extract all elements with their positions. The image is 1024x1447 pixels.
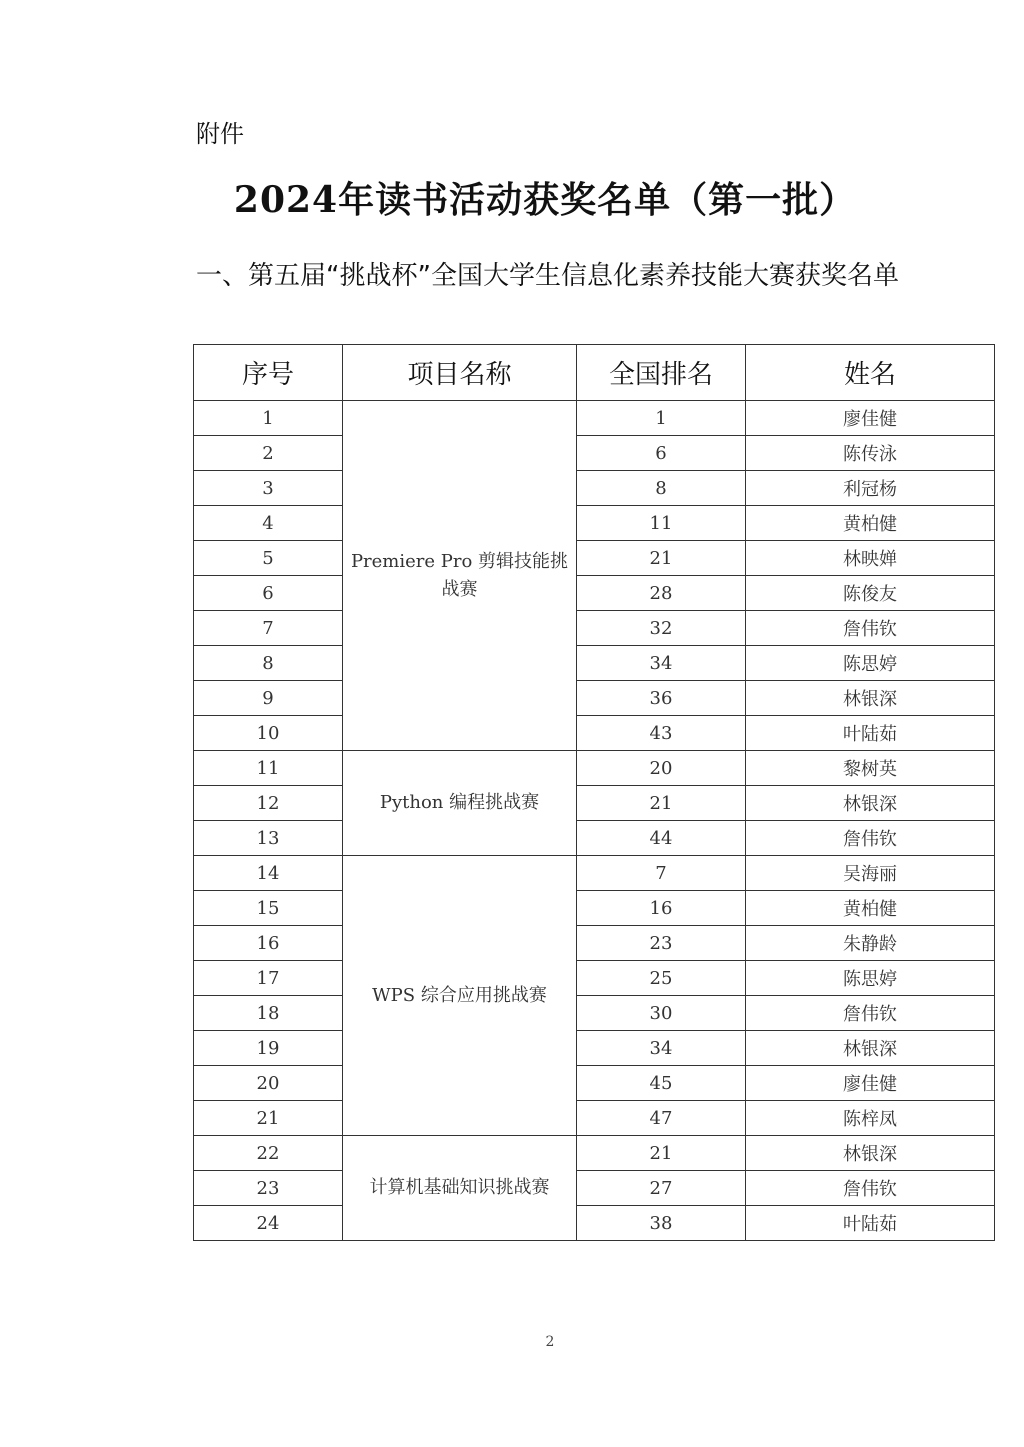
header-project: 项目名称: [343, 345, 577, 401]
cell-name: 黄柏健: [746, 891, 995, 926]
table-row: [194, 681, 995, 716]
cell-no: 20: [194, 1066, 343, 1101]
cell-name: 詹伟钦: [746, 996, 995, 1031]
cell-name: 林映婵: [746, 541, 995, 576]
cell-rank: 23: [577, 926, 746, 961]
cell-rank: 43: [577, 716, 746, 751]
cell-no: 21: [194, 1101, 343, 1136]
cell-no: 23: [194, 1171, 343, 1206]
cell-name: 廖佳健: [746, 401, 995, 436]
cell-no: 18: [194, 996, 343, 1031]
cell-name: 陈传泳: [746, 436, 995, 471]
cell-project: 计算机基础知识挑战赛: [343, 1136, 577, 1241]
cell-no: 6: [194, 576, 343, 611]
table-row: [194, 436, 995, 471]
cell-name: 黎树英: [746, 751, 995, 786]
cell-rank: 27: [577, 1171, 746, 1206]
cell-no: 15: [194, 891, 343, 926]
table-row: [194, 1206, 995, 1241]
table-row: [194, 856, 995, 891]
cell-no: 9: [194, 681, 343, 716]
section-heading: 一、第五届“挑战杯”全国大学生信息化素养技能大赛获奖名单: [196, 261, 899, 291]
cell-rank: 25: [577, 961, 746, 996]
cell-rank: 30: [577, 996, 746, 1031]
cell-no: 22: [194, 1136, 343, 1171]
cell-name: 林银深: [746, 681, 995, 716]
cell-rank: 20: [577, 751, 746, 786]
cell-no: 7: [194, 611, 343, 646]
table-row: [194, 1136, 995, 1171]
table-row: [194, 786, 995, 821]
cell-no: 2: [194, 436, 343, 471]
cell-rank: 32: [577, 611, 746, 646]
cell-rank: 36: [577, 681, 746, 716]
cell-name: 朱静龄: [746, 926, 995, 961]
cell-name: 吴海丽: [746, 856, 995, 891]
cell-rank: 44: [577, 821, 746, 856]
cell-name: 詹伟钦: [746, 821, 995, 856]
header-rank: 全国排名: [577, 345, 746, 401]
cell-project: Premiere Pro 剪辑技能挑战赛: [343, 401, 577, 751]
table-row: [194, 576, 995, 611]
cell-rank: 28: [577, 576, 746, 611]
cell-no: 8: [194, 646, 343, 681]
document-title: 2024年读书活动获奖名单（第一批）: [233, 179, 857, 221]
table-header-row: [194, 345, 995, 401]
cell-no: 24: [194, 1206, 343, 1241]
cell-rank: 1: [577, 401, 746, 436]
cell-no: 1: [194, 401, 343, 436]
table-row: [194, 401, 995, 436]
cell-rank: 45: [577, 1066, 746, 1101]
attachment-label: 附件: [196, 120, 244, 148]
header-name: 姓名: [746, 345, 995, 401]
cell-no: 19: [194, 1031, 343, 1066]
cell-name: 廖佳健: [746, 1066, 995, 1101]
cell-rank: 21: [577, 786, 746, 821]
cell-rank: 38: [577, 1206, 746, 1241]
cell-no: 12: [194, 786, 343, 821]
cell-no: 14: [194, 856, 343, 891]
page-number: 2: [545, 1334, 555, 1350]
table-row: [194, 506, 995, 541]
cell-rank: 21: [577, 541, 746, 576]
cell-no: 10: [194, 716, 343, 751]
cell-no: 5: [194, 541, 343, 576]
cell-name: 林银深: [746, 1031, 995, 1066]
table-row: [194, 751, 995, 786]
table-row: [194, 611, 995, 646]
table-row: [194, 1101, 995, 1136]
cell-name: 林银深: [746, 786, 995, 821]
table-row: [194, 1031, 995, 1066]
table-row: [194, 1171, 995, 1206]
cell-rank: 11: [577, 506, 746, 541]
cell-no: 4: [194, 506, 343, 541]
cell-name: 黄柏健: [746, 506, 995, 541]
cell-no: 11: [194, 751, 343, 786]
table-row: [194, 996, 995, 1031]
cell-name: 詹伟钦: [746, 1171, 995, 1206]
cell-rank: 47: [577, 1101, 746, 1136]
award-table: [193, 344, 995, 1241]
cell-name: 叶陆茹: [746, 1206, 995, 1241]
cell-project: WPS 综合应用挑战赛: [343, 856, 577, 1136]
cell-rank: 8: [577, 471, 746, 506]
table-row: [194, 646, 995, 681]
cell-rank: 16: [577, 891, 746, 926]
cell-name: 林银深: [746, 1136, 995, 1171]
cell-rank: 34: [577, 1031, 746, 1066]
table-row: [194, 961, 995, 996]
table-row: [194, 471, 995, 506]
cell-name: 陈俊友: [746, 576, 995, 611]
cell-name: 陈梓凤: [746, 1101, 995, 1136]
header-no: 序号: [194, 345, 343, 401]
table-row: [194, 821, 995, 856]
cell-rank: 34: [577, 646, 746, 681]
table-row: [194, 716, 995, 751]
cell-rank: 7: [577, 856, 746, 891]
table-row: [194, 541, 995, 576]
cell-name: 利冠杨: [746, 471, 995, 506]
cell-rank: 6: [577, 436, 746, 471]
cell-name: 陈思婷: [746, 646, 995, 681]
cell-rank: 21: [577, 1136, 746, 1171]
table-row: [194, 926, 995, 961]
cell-name: 叶陆茹: [746, 716, 995, 751]
cell-name: 詹伟钦: [746, 611, 995, 646]
cell-name: 陈思婷: [746, 961, 995, 996]
cell-no: 3: [194, 471, 343, 506]
cell-no: 16: [194, 926, 343, 961]
table-row: [194, 1066, 995, 1101]
cell-no: 13: [194, 821, 343, 856]
table-body: [194, 401, 995, 1241]
table-row: [194, 891, 995, 926]
cell-no: 17: [194, 961, 343, 996]
cell-project: Python 编程挑战赛: [343, 751, 577, 856]
